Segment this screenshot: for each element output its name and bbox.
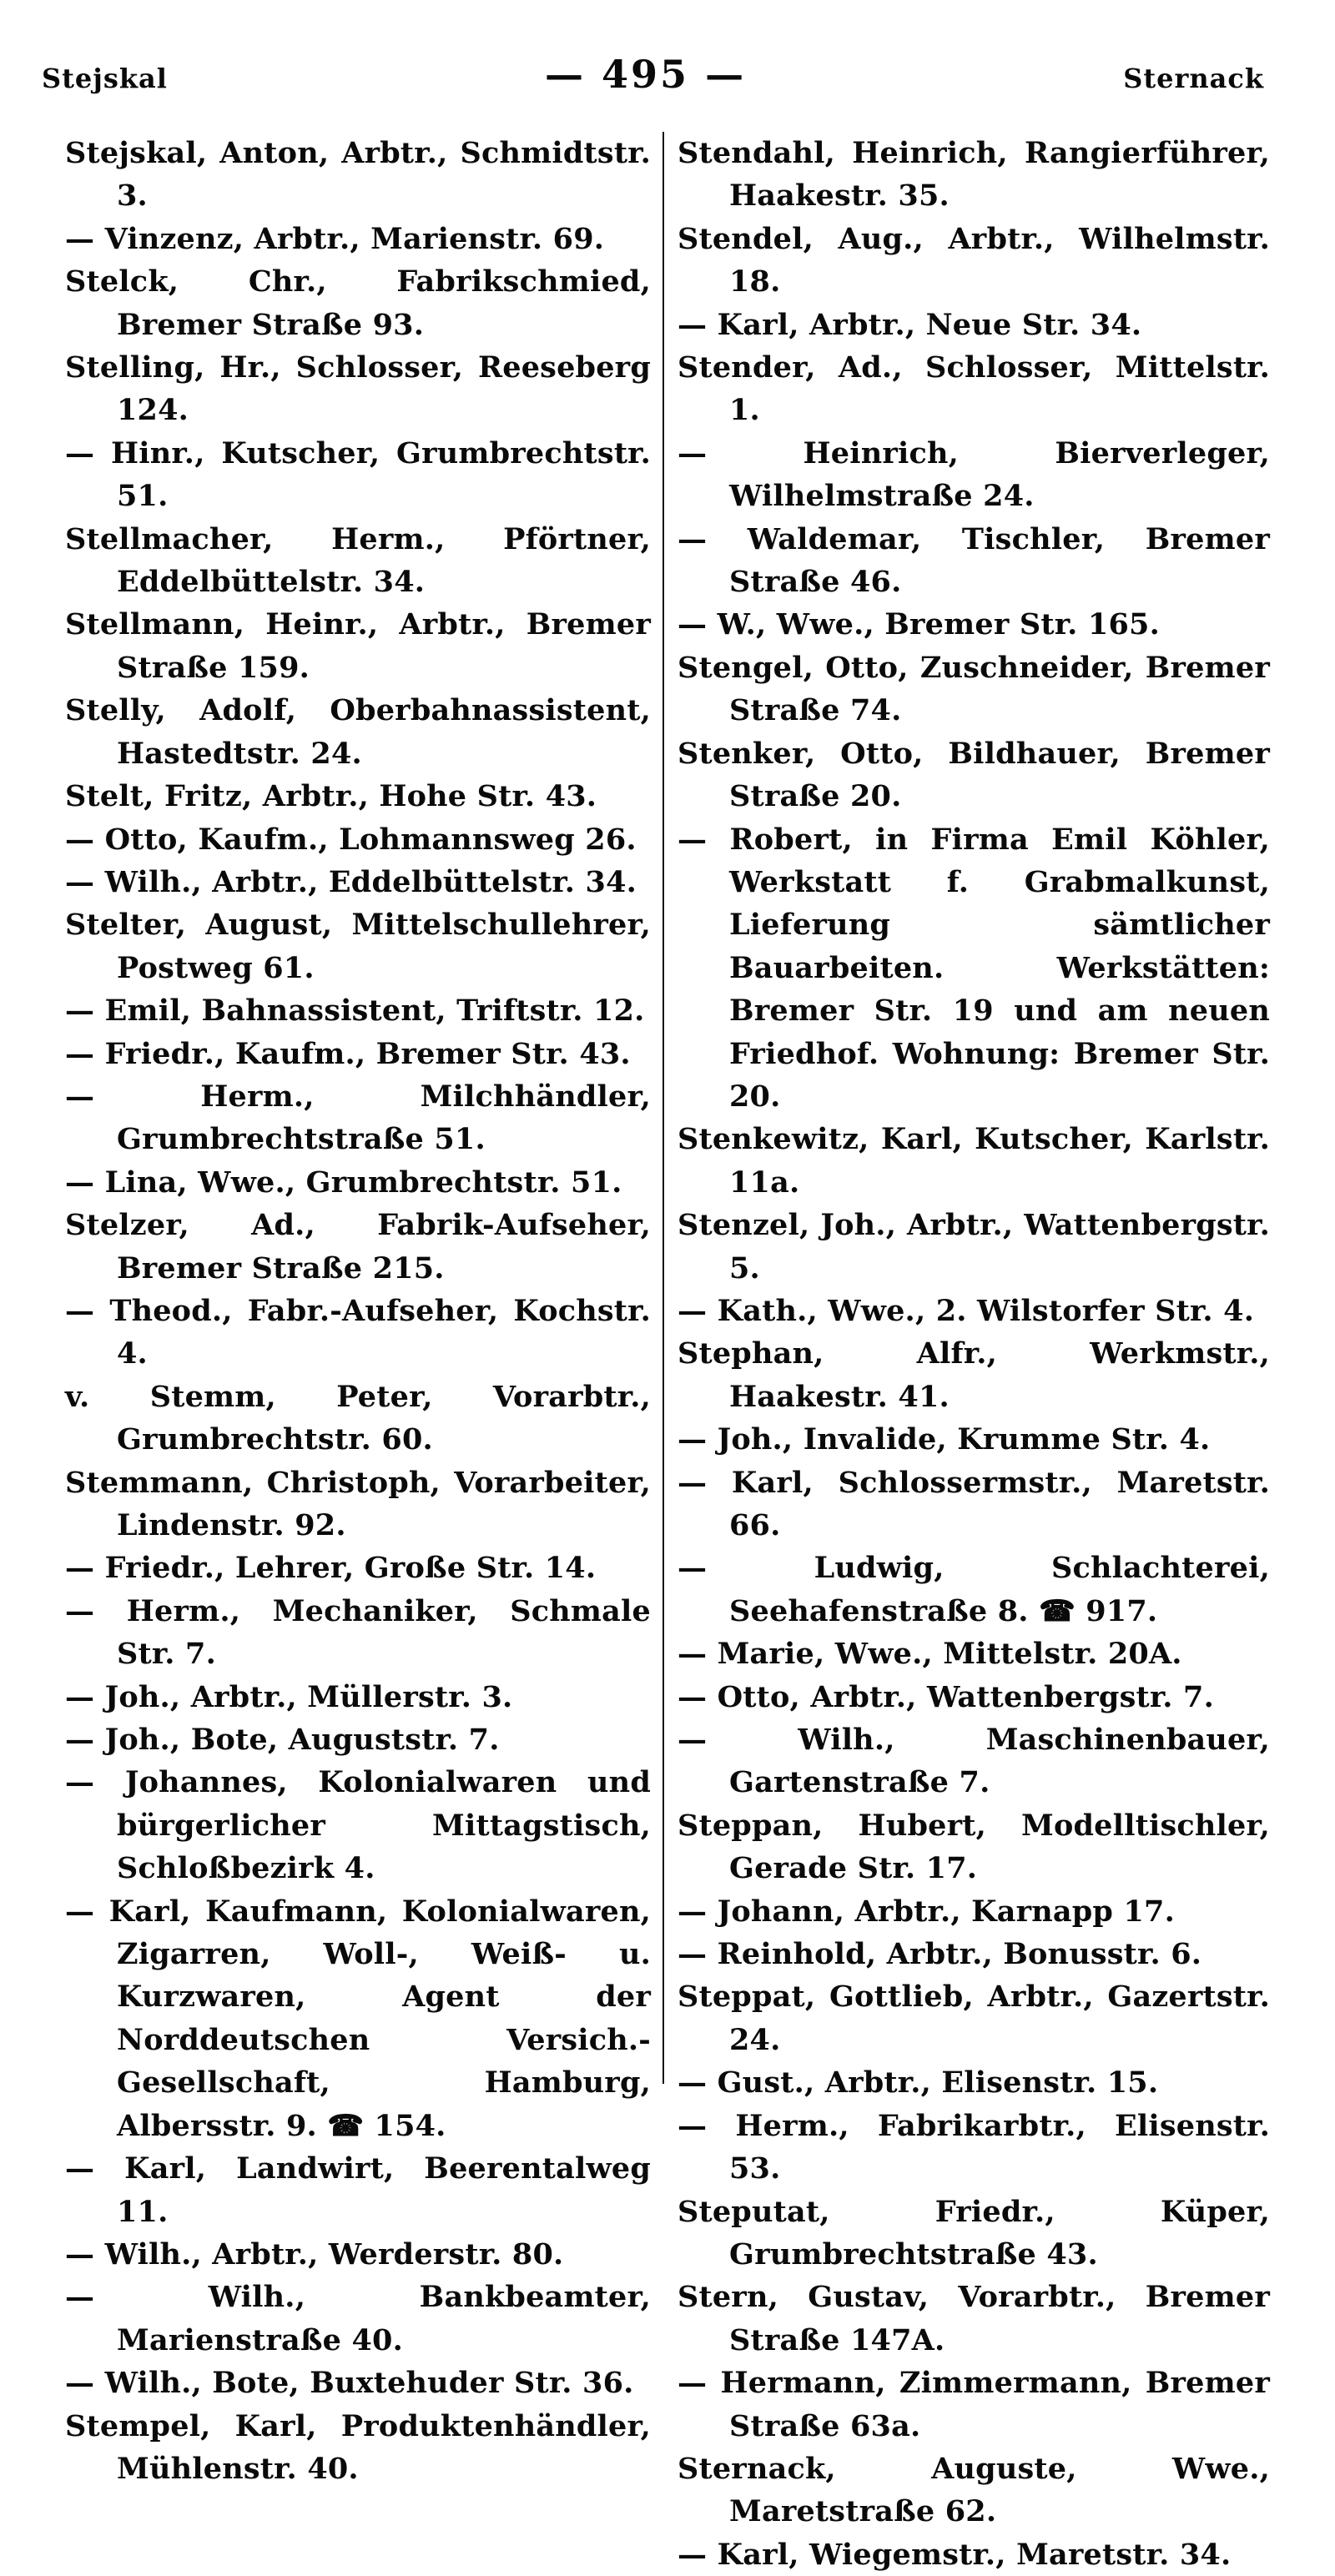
directory-entry: Stelzer, Ad., Fabrik-Aufseher, Bremer Straße 215.: [65, 1208, 651, 1285]
directory-entry: Stelter, August, Mittelschullehrer, Postweg 61.: [65, 908, 651, 985]
directory-entry: — Wilh., Bankbeamter, Marienstraße 40.: [65, 2280, 651, 2357]
directory-entry: — Herm., Milchhändler, Grumbrechtstraße 51.: [65, 1079, 651, 1157]
directory-entry: Sternack, Auguste, Wwe., Maretstraße 62.: [678, 2451, 1270, 2529]
directory-entry: — Friedr., Kaufm., Bremer Str. 43.: [65, 1036, 631, 1071]
directory-entry: — W., Wwe., Bremer Str. 165.: [678, 607, 1160, 642]
directory-entry: — Waldemar, Tischler, Bremer Straße 46.: [678, 521, 1270, 600]
page-number: — 495 —: [545, 52, 747, 97]
directory-entry: — Karl, Wiegemstr., Maretstr. 34.: [678, 2537, 1232, 2572]
directory-entry: — Wilh., Maschinenbauer, Gartenstraße 7.: [678, 1723, 1270, 1800]
directory-entry: — Wilh., Arbtr., Eddelbüttelstr. 34.: [65, 864, 637, 899]
directory-entry: — Wilh., Bote, Buxtehuder Str. 36.: [65, 2366, 634, 2401]
directory-entry: — Karl, Schlossermstr., Maretstr. 66.: [678, 1465, 1270, 1542]
directory-entry: Stejskal, Anton, Arbtr., Schmidtstr. 3.: [65, 136, 651, 214]
directory-entry: — Karl, Landwirt, Beerentalweg 11.: [65, 2151, 651, 2229]
directory-entry: — Karl, Arbtr., Neue Str. 34.: [678, 307, 1142, 342]
directory-entry: — Marie, Wwe., Mittelstr. 20A.: [678, 1637, 1182, 1672]
directory-entry: — Johannes, Kolonialwaren und bürgerlicher Mittagstisch, Schloßbezirk 4.: [65, 1765, 651, 1886]
directory-entry: — Theod., Fabr.-Aufseher, Kochstr. 4.: [65, 1293, 651, 1371]
directory-entry: — Hinr., Kutscher, Grumbrechtstr. 51.: [65, 435, 651, 514]
directory-entry: Stelt, Fritz, Arbtr., Hohe Str. 43.: [65, 779, 597, 814]
directory-entry: — Vinzenz, Arbtr., Marienstr. 69.: [65, 221, 605, 256]
directory-entry: Stelck, Chr., Fabrikschmied, Bremer Straße 93.: [65, 264, 651, 342]
directory-entry: — Karl, Kaufmann, Kolonialwaren, Zigarren, Woll-, Weiß- u. Kurzwaren, Agent der Norddeutschen Versich.-Gesellschaft, Hamburg, Albersstr. 9. ☎ 154.: [65, 1894, 651, 2143]
directory-entry: — Hermann, Zimmermann, Bremer Straße 63a.: [678, 2366, 1270, 2443]
directory-entry: Stenzel, Joh., Arbtr., Wattenbergstr. 5.: [678, 1208, 1270, 1285]
directory-entry: — Joh., Invalide, Krumme Str. 4.: [678, 1422, 1211, 1457]
directory-entry: — Johann, Arbtr., Karnapp 17.: [678, 1894, 1175, 1929]
directory-entry: — Wilh., Arbtr., Werderstr. 80.: [65, 2236, 564, 2272]
directory-entry: Stern, Gustav, Vorarbtr., Bremer Straße 147A.: [678, 2280, 1270, 2357]
directory-entry: — Ludwig, Schlachterei, Seehafenstraße 8. ☎ 917.: [678, 1551, 1270, 1628]
directory-entry: Stelling, Hr., Schlosser, Reeseberg 124.: [65, 350, 651, 428]
directory-entry: — Otto, Kaufm., Lohmannsweg 26.: [65, 822, 637, 857]
header-first-entry: Stejskal: [42, 63, 168, 94]
directory-entry: Stender, Ad., Schlosser, Mittelstr. 1.: [678, 350, 1270, 428]
directory-entry: Steputat, Friedr., Küper, Grumbrechtstraße 43.: [678, 2194, 1270, 2272]
directory-entry: — Lina, Wwe., Grumbrechtstr. 51.: [65, 1165, 622, 1200]
directory-entry: Stelly, Adolf, Oberbahnassistent, Hastedtstr. 24.: [65, 693, 651, 771]
directory-entry: — Kath., Wwe., 2. Wilstorfer Str. 4.: [678, 1293, 1255, 1328]
header-last-entry: Sternack: [1123, 63, 1264, 94]
directory-entry: Steppat, Gottlieb, Arbtr., Gazertstr. 24.: [678, 1980, 1270, 2057]
page-header: [42, 52, 1264, 102]
directory-entry: Stenker, Otto, Bildhauer, Bremer Straße 20.: [678, 736, 1270, 814]
directory-entry: — Herm., Mechaniker, Schmale Str. 7.: [65, 1593, 651, 1672]
column-divider: [662, 132, 664, 2084]
directory-entry: — Robert, in Firma Emil Köhler, Werkstatt f. Grabmalkunst, Lieferung sämtlicher Bauarbeiten. Werkstätten: Bremer Str. 19 und am neuen Friedhof. Wohnung: Bremer Str. 20.: [678, 822, 1270, 1114]
directory-entry: Stenkewitz, Karl, Kutscher, Karlstr. 11a.: [678, 1122, 1270, 1200]
left-column: [65, 132, 651, 2490]
directory-entry: Stendel, Aug., Arbtr., Wilhelmstr. 18.: [678, 221, 1270, 299]
directory-entry: — Joh., Arbtr., Müllerstr. 3.: [65, 1679, 513, 1714]
directory-entry: — Joh., Bote, Auguststr. 7.: [65, 1723, 500, 1758]
directory-entry: — Gust., Arbtr., Elisenstr. 15.: [678, 2065, 1159, 2101]
directory-entry: Stendahl, Heinrich, Rangierführer, Haakestr. 35.: [678, 136, 1270, 214]
directory-entry: — Heinrich, Bierverleger, Wilhelmstraße 24.: [678, 435, 1270, 514]
directory-entry: — Herm., Fabrikarbtr., Elisenstr. 53.: [678, 2108, 1270, 2186]
directory-entry: Steppan, Hubert, Modelltischler, Gerade Str. 17.: [678, 1808, 1270, 1886]
directory-entry: Stemmann, Christoph, Vorarbeiter, Lindenstr. 92.: [65, 1465, 651, 1542]
directory-entry: — Friedr., Lehrer, Große Str. 14.: [65, 1551, 597, 1586]
right-column: [678, 132, 1270, 2576]
directory-entry: Stengel, Otto, Zuschneider, Bremer Straße 74.: [678, 650, 1270, 728]
directory-entry: — Emil, Bahnassistent, Triftstr. 12.: [65, 994, 645, 1029]
directory-entry: Stellmann, Heinr., Arbtr., Bremer Straße 159.: [65, 607, 651, 685]
directory-entry: v. Stemm, Peter, Vorarbtr., Grumbrechtstr. 60.: [65, 1379, 651, 1457]
directory-entry: — Reinhold, Arbtr., Bonusstr. 6.: [678, 1937, 1202, 1972]
directory-entry: Stempel, Karl, Produktenhändler, Mühlenstr. 40.: [65, 2408, 651, 2486]
directory-entry: Stellmacher, Herm., Pförtner, Eddelbüttelstr. 34.: [65, 521, 651, 600]
directory-entry: Stephan, Alfr., Werkmstr., Haakestr. 41.: [678, 1336, 1270, 1414]
directory-entry: — Otto, Arbtr., Wattenbergstr. 7.: [678, 1679, 1214, 1714]
